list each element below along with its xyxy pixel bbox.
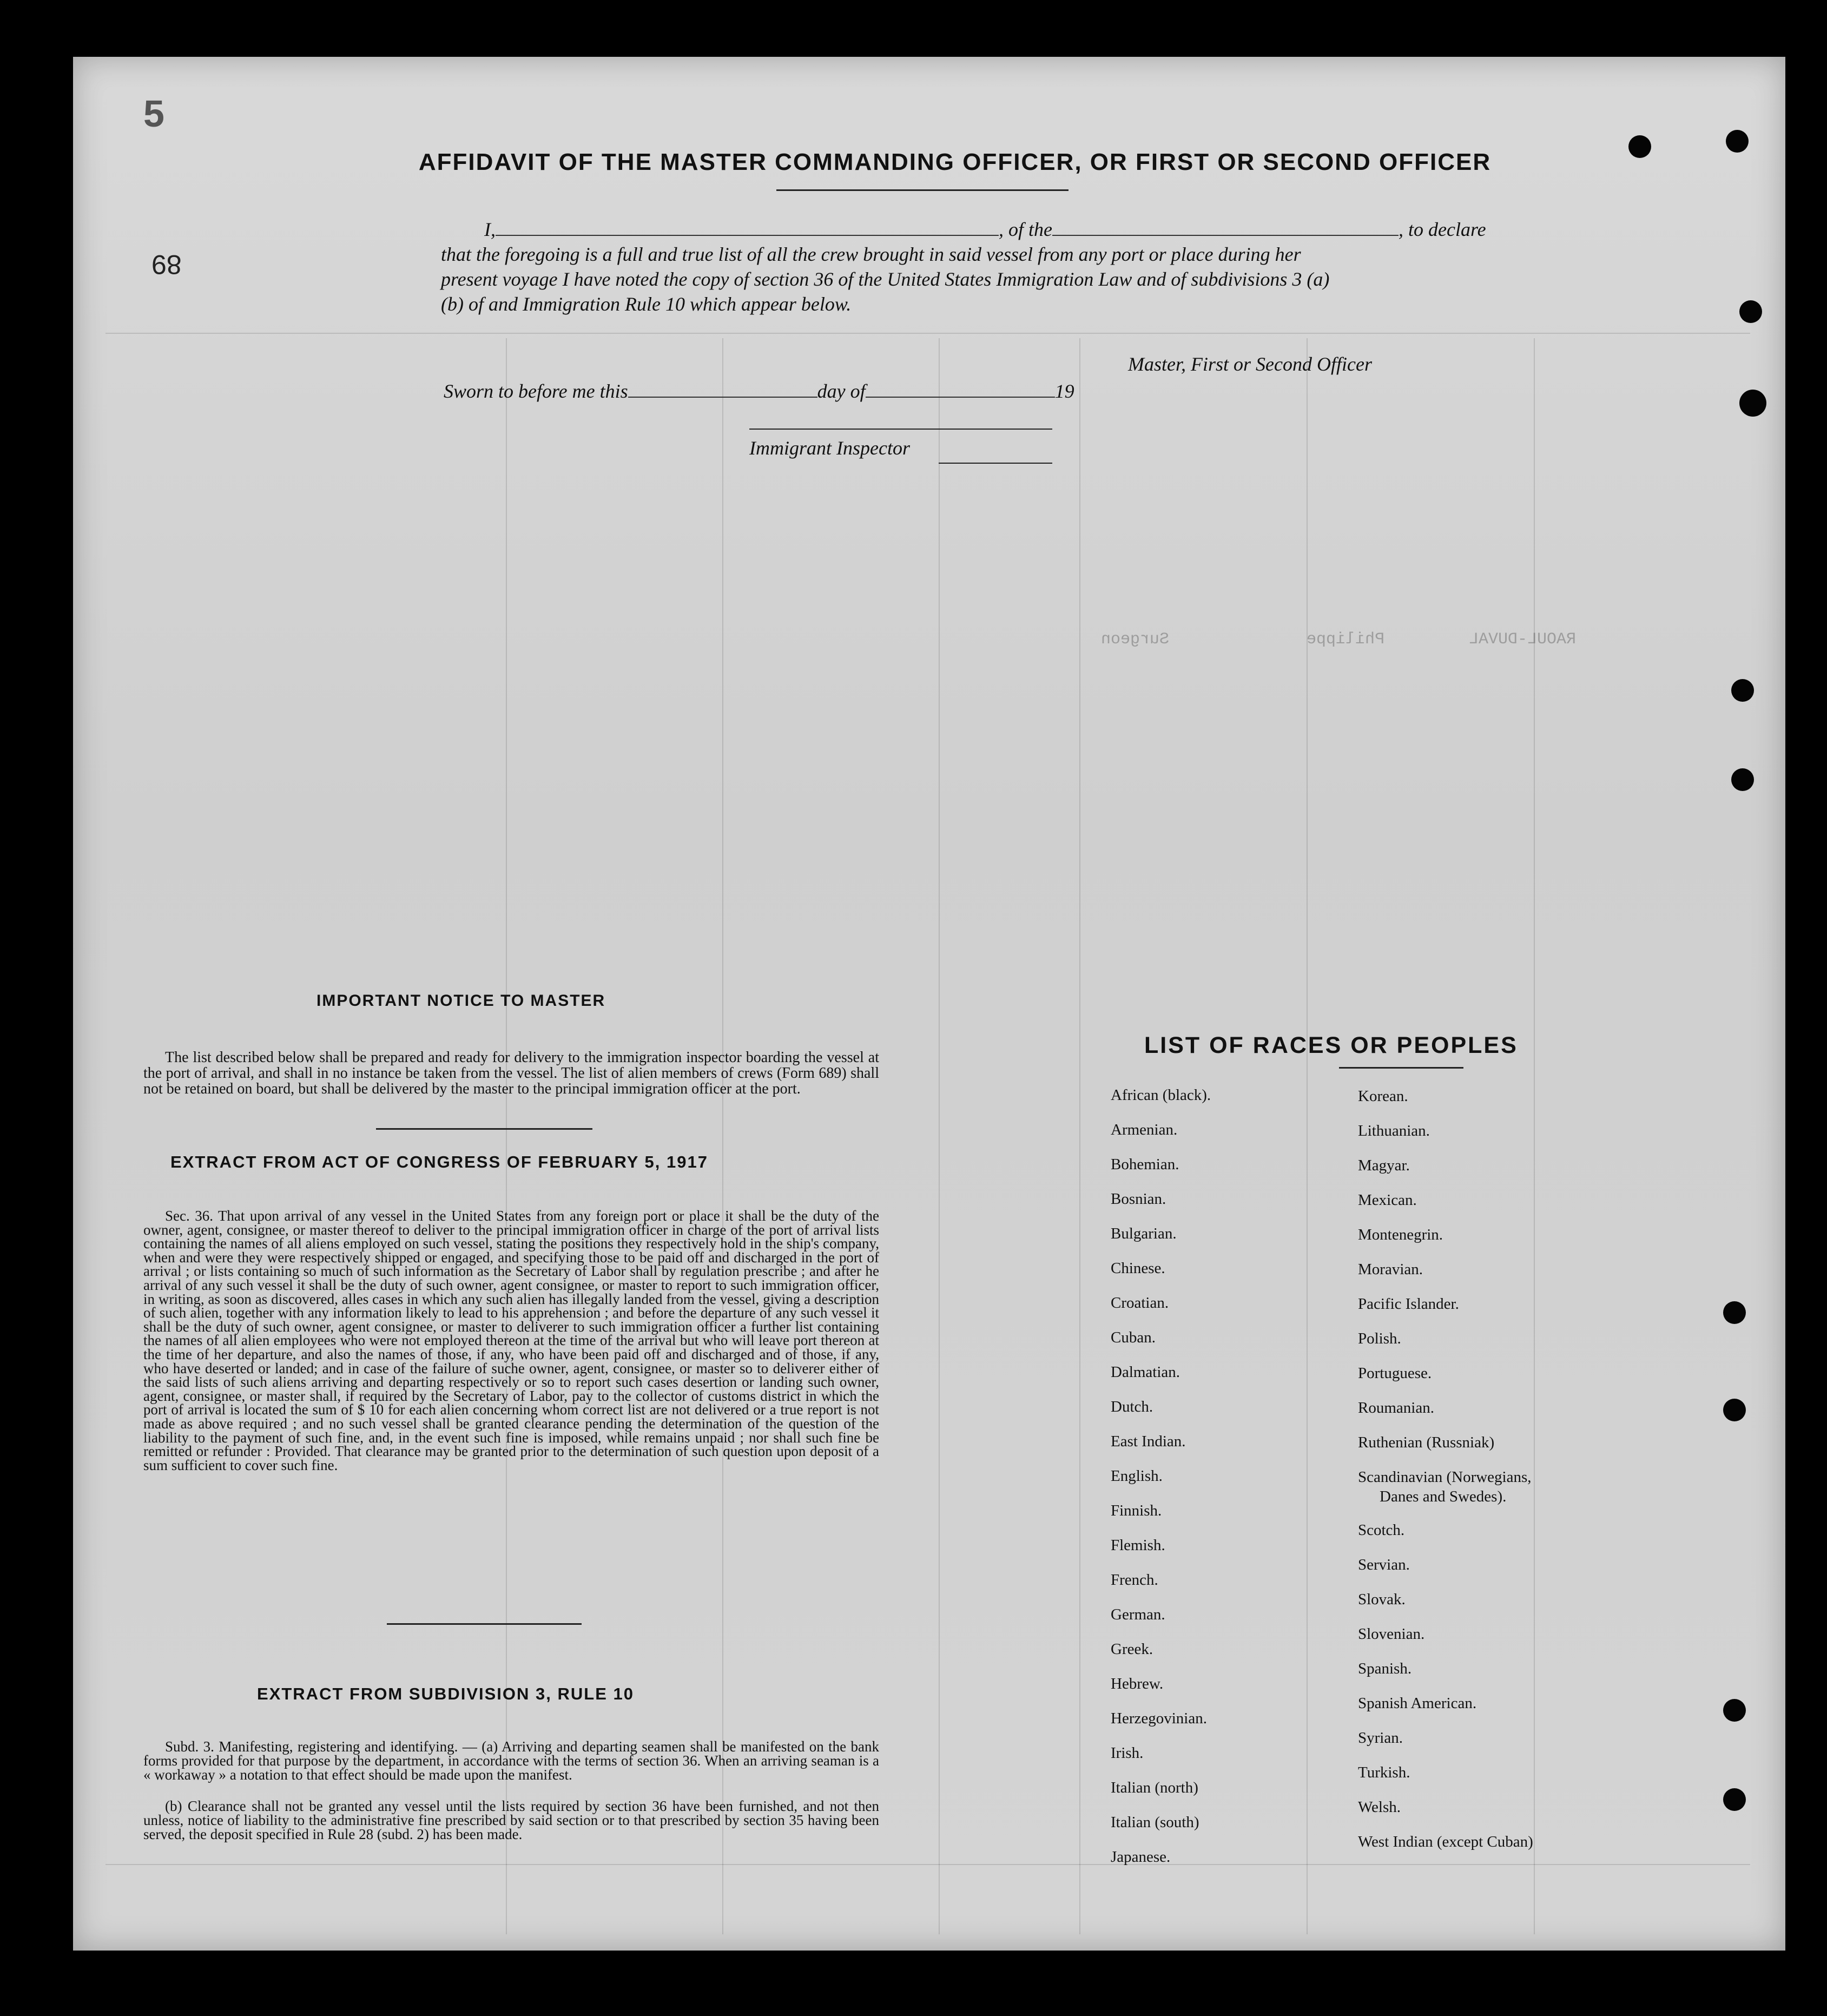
notice-title: IMPORTANT NOTICE TO MASTER <box>316 992 606 1010</box>
ghost-column-line <box>939 338 940 1934</box>
notice-text: The list described below shall be prepared and ready for delivery to the immigration inspector boarding the vessel at the port of arrival, and shall in no instance be taken from the vessel. The list of alien members of crews (Form 689) shall not be retained on board, but shall be delivered by the master to the principal immigration officer at the port. <box>143 1049 879 1097</box>
race-item: Korean. <box>1358 1088 1408 1105</box>
bleed-through-occupation: Surgeon <box>1101 630 1170 649</box>
race-item: English. <box>1111 1467 1163 1485</box>
notice-divider <box>376 1128 592 1130</box>
sworn-line <box>444 379 1255 404</box>
inspector-signature-line <box>749 429 1052 430</box>
race-item: Armenian. <box>1111 1121 1178 1138</box>
title-underline <box>776 189 1069 191</box>
race-item: German. <box>1111 1606 1165 1623</box>
race-item: Herzegovinian. <box>1111 1710 1207 1727</box>
punch-hole <box>1723 1399 1746 1421</box>
race-item: Bulgarian. <box>1111 1225 1177 1242</box>
sworn-day-blank[interactable] <box>628 380 817 398</box>
race-item: East Indian. <box>1111 1433 1186 1450</box>
sworn-month-blank[interactable] <box>866 380 1055 398</box>
race-item: Portuguese. <box>1358 1365 1432 1382</box>
races-title-underline <box>1339 1067 1463 1069</box>
inspector-label: Immigrant Inspector <box>749 437 910 459</box>
of-the-label: , of the <box>999 219 1052 240</box>
race-item: Montenegrin. <box>1358 1226 1443 1243</box>
punch-hole <box>1723 1301 1746 1324</box>
day-of-label: day of <box>817 380 866 402</box>
bleed-through-name: Philippe <box>1307 630 1385 649</box>
punch-hole <box>1726 130 1749 153</box>
punch-hole <box>1723 1699 1746 1722</box>
punch-hole <box>1731 768 1754 791</box>
race-item: Moravian. <box>1358 1261 1423 1278</box>
declarant-prefix: I, <box>484 219 496 240</box>
declare-label: , to declare <box>1398 219 1486 240</box>
race-item: Japanese. <box>1111 1848 1171 1866</box>
race-item: Scotch. <box>1358 1521 1405 1539</box>
race-item: Italian (south) <box>1111 1814 1199 1831</box>
ghost-row-line <box>105 1864 1750 1865</box>
sworn-label: Sworn to before me this <box>444 380 628 402</box>
ghost-column-line <box>1534 338 1535 1934</box>
race-item: Pacific Islander. <box>1358 1295 1459 1313</box>
affidavit-line-2: that the foregoing is a full and true list of all the crew brought in said vessel from any port or place during her <box>441 243 1301 265</box>
ghost-column-line <box>1079 338 1080 1934</box>
race-item: Chinese. <box>1111 1260 1165 1277</box>
ghost-row-line <box>105 333 1750 334</box>
race-item: Mexican. <box>1358 1191 1417 1209</box>
margin-corner-mark: 5 <box>143 93 164 135</box>
rule-extract-title: EXTRACT FROM SUBDIVISION 3, RULE 10 <box>257 1684 634 1703</box>
race-item: Bohemian. <box>1111 1156 1179 1173</box>
punch-hole <box>1723 1788 1746 1811</box>
affidavit-title: AFFIDAVIT OF THE MASTER COMMANDING OFFICER, OR FIRST OR SECOND OFFICER <box>418 149 1492 175</box>
race-item: Flemish. <box>1111 1537 1165 1554</box>
race-item: Turkish. <box>1358 1764 1410 1781</box>
race-item: Spanish. <box>1358 1660 1412 1677</box>
act-extract-text: Sec. 36. That upon arrival of any vessel in the United States from any foreign port or place it shall be the duty of the owner, agent, consignee, or master thereof to deliver to the principal immigration officer in charge of the port of arrival lists containing the names of all aliens employed on such vessel, stating the positions they respectively hold in the ship's company, when and were they were respectively shipped or engaged, and specifying those to be paid off and discharged in the port of arrival ; or lists containing so much of such information as the Secretary of Labor shall by regulation prescribe ; and after he arrival of any such vessel it shall be the duty of such owner, agent consignee, or master to report to such immigration officer, in writing, as soon as discovered, alles cases in which any such alien has illegally landed from the vessel, giving a description of such alien, together with any information likely to lead to his apprehension ; and before the departure of any such vessel it shall be the duty of such owner, agent consignee, or master to deliverer to such immigration officer a further list containing the names of all alien employees who were not employed thereon at the time of the arrival but who will leave port thereon at the time of her departure, and also the names of those, if any, who have been paid off and discharged and of those, if any, who have deserted or landed; and in case of the failure of suche owner, agent, consignee, or master so to deliverer either of the said lists of such aliens arriving and departing respectively or so to report such cases desertion or landing such owner, agent, consignee, or master shall, if required by the Secretary of Labor, pay to the collector of customs district in which the port of arrival is located the sum of $ 10 for each alien concerning whom correct list are not delivered or a true report is not made as above required ; and no such vessel shall be granted clearance pending the determination of the question of the liability to the payment of such fine, and, in the event such fine is imposed, while remains unpaid ; nor shall such fine be remitted or refunder : Provided. That clearance may be granted prior to the determination of such question upon deposit of a sum sufficient to cover such fine. <box>143 1208 879 1473</box>
race-item: Dalmatian. <box>1111 1363 1180 1381</box>
race-item: Lithuanian. <box>1358 1122 1430 1139</box>
punch-hole <box>1739 300 1762 323</box>
race-item: Cuban. <box>1111 1329 1156 1346</box>
document-page <box>73 57 1785 1951</box>
vessel-name-blank[interactable] <box>1052 219 1399 236</box>
race-item: Finnish. <box>1111 1502 1162 1519</box>
race-item: Servian. <box>1358 1556 1410 1573</box>
master-signature-label: Master, First or Second Officer <box>1128 353 1372 375</box>
race-item: West Indian (except Cuban) <box>1358 1833 1533 1850</box>
race-item: Bosnian. <box>1111 1190 1166 1208</box>
act-divider <box>387 1623 582 1625</box>
race-item: Syrian. <box>1358 1729 1403 1747</box>
race-item: Spanish American. <box>1358 1695 1477 1712</box>
race-item: Slovak. <box>1358 1591 1406 1608</box>
punch-hole <box>1731 679 1754 702</box>
affidavit-line-4: (b) of and Immigration Rule 10 which appear below. <box>441 293 852 315</box>
year-label: 19 <box>1054 380 1074 402</box>
race-item: Greek. <box>1111 1641 1153 1658</box>
race-item: Welsh. <box>1358 1798 1401 1816</box>
affidavit-line-1 <box>441 217 1523 242</box>
rule-extract-text-a: Subd. 3. Manifesting, registering and identifying. — (a) Arriving and departing seamen shall be manifested on the bank forms provided for that purpose by the department, in accordance with the terms of section 36. When an arriving seaman is a « workaway » a notation to that effect should be made upon the manifest. <box>143 1738 879 1783</box>
punch-hole <box>1739 390 1766 417</box>
punch-hole <box>1628 135 1651 158</box>
affidavit-line-3: present voyage I have noted the copy of section 36 of the United States Immigration Law and of subdivisions 3 (a) <box>441 268 1330 290</box>
race-item: Dutch. <box>1111 1398 1153 1415</box>
margin-page-number: 89 <box>151 249 182 280</box>
race-item: Scandinavian (Norwegians, <box>1358 1468 1532 1486</box>
races-title: LIST OF RACES OR PEOPLES <box>1144 1032 1518 1058</box>
race-item: Italian (north) <box>1111 1779 1198 1796</box>
race-item: Irish. <box>1111 1744 1144 1762</box>
race-item: Roumanian. <box>1358 1399 1434 1417</box>
race-item: Polish. <box>1358 1330 1401 1347</box>
race-item: Magyar. <box>1358 1157 1410 1174</box>
inspector-label-rule <box>939 463 1052 464</box>
race-item: Croatian. <box>1111 1294 1169 1312</box>
declarant-name-blank[interactable] <box>496 219 999 236</box>
race-item: African (black). <box>1111 1086 1211 1104</box>
race-item: French. <box>1111 1571 1158 1589</box>
race-item: Hebrew. <box>1111 1675 1164 1692</box>
race-item: Slovenian. <box>1358 1625 1425 1643</box>
bleed-through-surname: RAOUL-DUVAL <box>1469 630 1577 649</box>
rule-extract-text-b: (b) Clearance shall not be granted any vessel until the lists required by section 36 have been furnished, and not then unless, notice of liability to the administrative fine prescribed by said section or to that prescribed by section 35 having been served, the deposit specified in Rule 28 (subd. 2) has been made. <box>143 1798 879 1842</box>
race-item: Danes and Swedes). <box>1380 1488 1507 1505</box>
ghost-column-line <box>1307 338 1308 1934</box>
act-extract-title: EXTRACT FROM ACT OF CONGRESS OF FEBRUARY 5, 1917 <box>170 1152 708 1171</box>
race-item: Ruthenian (Russniak) <box>1358 1434 1495 1451</box>
